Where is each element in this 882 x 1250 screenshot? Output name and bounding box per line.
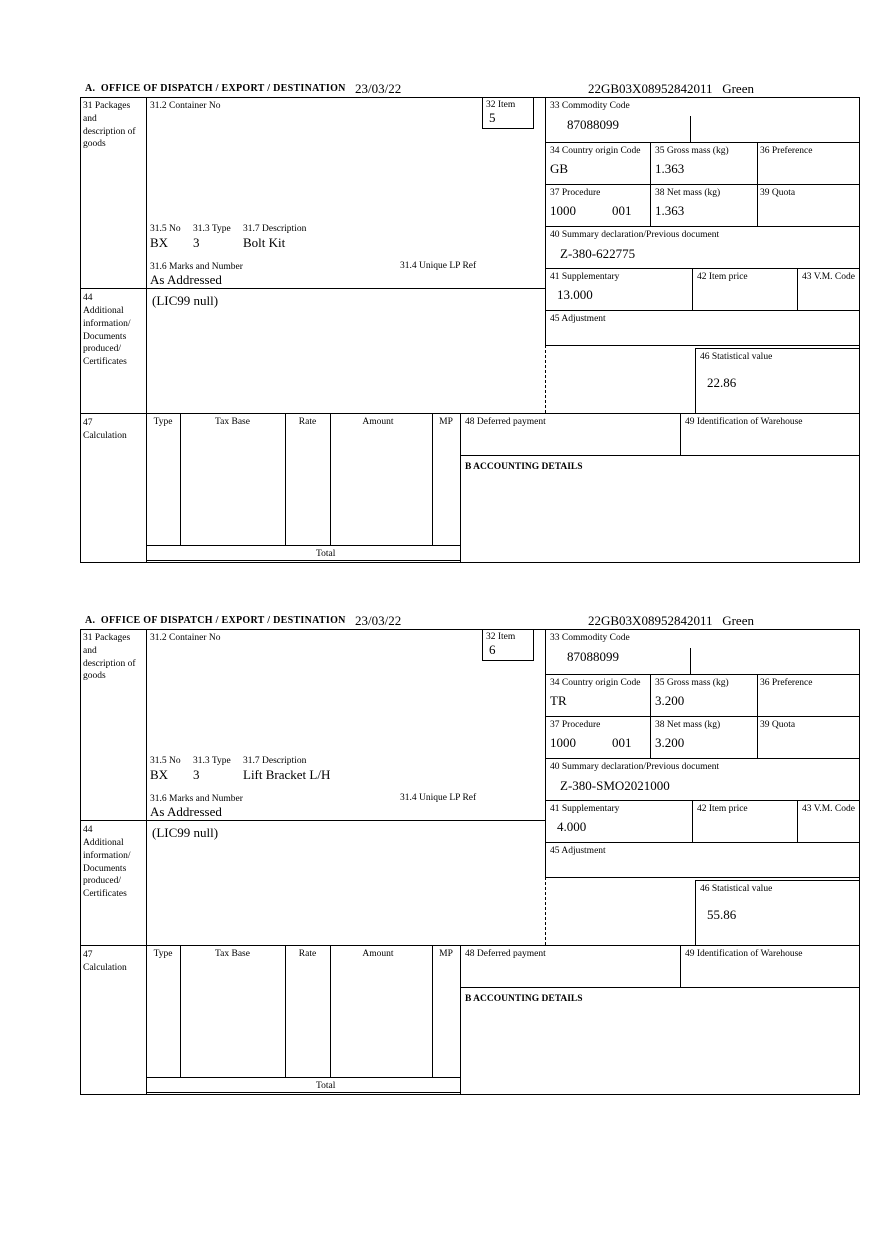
calc-rate-header: Rate (298, 417, 317, 427)
net-mass-value: 3.200 (655, 735, 685, 750)
date-value: 23/03/22 (355, 613, 402, 628)
calc-type-header: Type (153, 949, 173, 959)
divider (545, 184, 860, 185)
divider (545, 629, 546, 877)
divider (757, 142, 758, 184)
net-mass-label: 38 Net mass (kg) (655, 720, 721, 730)
package-type-label: 31.3 Type (193, 224, 231, 234)
commodity-code-label: 33 Commodity Code (550, 633, 630, 643)
additional-info-value: (LIC99 null) (152, 825, 219, 840)
divider (757, 184, 758, 226)
divider (757, 674, 758, 716)
preference-label: 36 Preference (760, 146, 813, 156)
marks-value: As Addressed (150, 804, 222, 819)
divider (460, 945, 461, 1095)
form-outline (80, 629, 860, 1095)
divider (545, 674, 860, 675)
divider (330, 945, 331, 1077)
divider (180, 945, 181, 1077)
divider (80, 413, 860, 414)
packages-label: 31 Packages and description of goods (83, 101, 136, 150)
divider (146, 97, 147, 563)
divider (80, 288, 545, 289)
adjustment-label: 45 Adjustment (550, 846, 606, 856)
divider (650, 674, 651, 716)
calc-tax-base-header: Tax Base (215, 417, 250, 427)
accounting-details-label: B ACCOUNTING DETAILS (465, 462, 583, 472)
package-type-label: 31.3 Type (193, 756, 231, 766)
divider (432, 413, 433, 545)
divider (432, 945, 433, 1077)
divider (545, 226, 860, 227)
previous-document-value: Z-380-SMO2021000 (560, 778, 670, 793)
calc-mp-header: MP (439, 949, 453, 959)
date-value: 23/03/22 (355, 81, 402, 96)
divider (146, 545, 460, 546)
divider (650, 716, 651, 758)
calc-tax-base-header: Tax Base (215, 949, 250, 959)
divider (146, 1077, 460, 1078)
calculation-label: 47 Calculation (83, 418, 127, 441)
net-mass-value: 1.363 (655, 203, 685, 218)
goods-description-value: Bolt Kit (243, 235, 286, 250)
divider (650, 184, 651, 226)
supplementary-label: 41 Supplementary (550, 804, 620, 814)
divider (146, 629, 147, 1095)
accounting-details-label: B ACCOUNTING DETAILS (465, 994, 583, 1004)
divider (797, 268, 798, 310)
procedure-label: 37 Procedure (550, 188, 601, 198)
calc-rate-header: Rate (298, 949, 317, 959)
divider (692, 800, 693, 842)
goods-description-value: Lift Bracket L/H (243, 767, 331, 782)
package-no-value: BX (150, 767, 169, 782)
total-label: Total (316, 1081, 336, 1091)
procedure-value: 1000 (550, 203, 576, 218)
gross-mass-label: 35 Gross mass (kg) (655, 146, 729, 156)
calc-amount-header: Amount (362, 949, 394, 959)
reference-value: 22GB03X08952842011 Green (588, 81, 754, 96)
marks-label: 31.6 Marks and Number (150, 794, 243, 804)
statistical-value-label: 46 Statistical value (700, 352, 773, 362)
office-of-dispatch-label: A. OFFICE OF DISPATCH / EXPORT / DESTINATION (85, 83, 346, 94)
packages-label: 31 Packages and description of goods (83, 633, 136, 682)
country-origin-label: 34 Country origin Code (550, 146, 641, 156)
warehouse-id-label: 49 Identification of Warehouse (685, 417, 803, 427)
declaration-section (0, 80, 882, 580)
item-number-value: 6 (489, 642, 496, 657)
divider (545, 268, 860, 269)
commodity-code-value: 87088099 (567, 649, 619, 664)
divider (650, 142, 651, 184)
adjustment-label: 45 Adjustment (550, 314, 606, 324)
calc-amount-header: Amount (362, 417, 394, 427)
divider (690, 648, 691, 674)
divider (80, 945, 860, 946)
divider-dashed (545, 345, 546, 413)
divider-dashed (545, 877, 546, 945)
supplementary-label: 41 Supplementary (550, 272, 620, 282)
divider (285, 413, 286, 545)
additional-info-number: 44 (83, 293, 93, 303)
package-no-label: 31.5 No (150, 224, 181, 234)
procedure-qualifier-value: 001 (612, 203, 632, 218)
supplementary-value: 4.000 (557, 819, 587, 834)
divider (545, 842, 860, 843)
calculation-label: 47 Calculation (83, 950, 127, 973)
divider (545, 310, 860, 311)
vm-code-label: 43 V.M. Code (802, 804, 855, 814)
office-of-dispatch-label: A. OFFICE OF DISPATCH / EXPORT / DESTINATION (85, 615, 346, 626)
previous-document-value: Z-380-622775 (560, 246, 636, 261)
item-label: 32 Item (486, 632, 516, 642)
divider (757, 716, 758, 758)
statistical-value: 22.86 (707, 375, 737, 390)
form-outline (80, 97, 860, 563)
unique-lp-ref-label: 31.4 Unique LP Ref (400, 793, 477, 803)
divider (146, 560, 460, 561)
marks-label: 31.6 Marks and Number (150, 262, 243, 272)
divider (180, 413, 181, 545)
statistical-value-label: 46 Statistical value (700, 884, 773, 894)
item-price-label: 42 Item price (697, 804, 748, 814)
divider (146, 1092, 460, 1093)
container-no-label: 31.2 Container No (150, 101, 221, 111)
divider (460, 413, 461, 563)
divider (460, 455, 860, 456)
unique-lp-ref-label: 31.4 Unique LP Ref (400, 261, 477, 271)
item-number-value: 5 (489, 110, 496, 125)
divider (545, 877, 860, 878)
marks-value: As Addressed (150, 272, 222, 287)
additional-info-number: 44 (83, 825, 93, 835)
divider (690, 116, 691, 142)
procedure-label: 37 Procedure (550, 720, 601, 730)
divider (545, 758, 860, 759)
divider (285, 945, 286, 1077)
description-label: 31.7 Description (243, 756, 307, 766)
net-mass-label: 38 Net mass (kg) (655, 188, 721, 198)
quota-label: 39 Quota (760, 188, 796, 198)
divider (545, 800, 860, 801)
statistical-value: 55.86 (707, 907, 737, 922)
calc-mp-header: MP (439, 417, 453, 427)
additional-info-label: Additional information/ Documents produced/ Certificates (83, 838, 131, 900)
divider (80, 820, 545, 821)
country-origin-label: 34 Country origin Code (550, 678, 641, 688)
divider (680, 413, 681, 455)
divider (692, 268, 693, 310)
summary-declaration-label: 40 Summary declaration/Previous document (550, 762, 720, 772)
deferred-payment-label: 48 Deferred payment (465, 949, 546, 959)
commodity-code-value: 87088099 (567, 117, 619, 132)
package-no-label: 31.5 No (150, 756, 181, 766)
deferred-payment-label: 48 Deferred payment (465, 417, 546, 427)
divider (460, 987, 860, 988)
additional-info-label: Additional information/ Documents produced/ Certificates (83, 306, 131, 368)
gross-mass-value: 3.200 (655, 693, 685, 708)
item-label: 32 Item (486, 100, 516, 110)
quota-label: 39 Quota (760, 720, 796, 730)
divider (545, 142, 860, 143)
gross-mass-value: 1.363 (655, 161, 685, 176)
item-price-label: 42 Item price (697, 272, 748, 282)
divider (545, 716, 860, 717)
warehouse-id-label: 49 Identification of Warehouse (685, 949, 803, 959)
package-type-value: 3 (193, 767, 200, 782)
divider (330, 413, 331, 545)
summary-declaration-label: 40 Summary declaration/Previous document (550, 230, 720, 240)
gross-mass-label: 35 Gross mass (kg) (655, 678, 729, 688)
container-no-label: 31.2 Container No (150, 633, 221, 643)
package-type-value: 3 (193, 235, 200, 250)
procedure-qualifier-value: 001 (612, 735, 632, 750)
total-label: Total (316, 549, 336, 559)
vm-code-label: 43 V.M. Code (802, 272, 855, 282)
country-origin-value: TR (550, 693, 567, 708)
procedure-value: 1000 (550, 735, 576, 750)
preference-label: 36 Preference (760, 678, 813, 688)
declaration-section (0, 612, 882, 1112)
divider (545, 97, 546, 345)
divider (797, 800, 798, 842)
country-origin-value: GB (550, 161, 569, 176)
additional-info-value: (LIC99 null) (152, 293, 219, 308)
commodity-code-label: 33 Commodity Code (550, 101, 630, 111)
calc-type-header: Type (153, 417, 173, 427)
description-label: 31.7 Description (243, 224, 307, 234)
reference-value: 22GB03X08952842011 Green (588, 613, 754, 628)
supplementary-value: 13.000 (557, 287, 593, 302)
divider (680, 945, 681, 987)
package-no-value: BX (150, 235, 169, 250)
divider (545, 345, 860, 346)
